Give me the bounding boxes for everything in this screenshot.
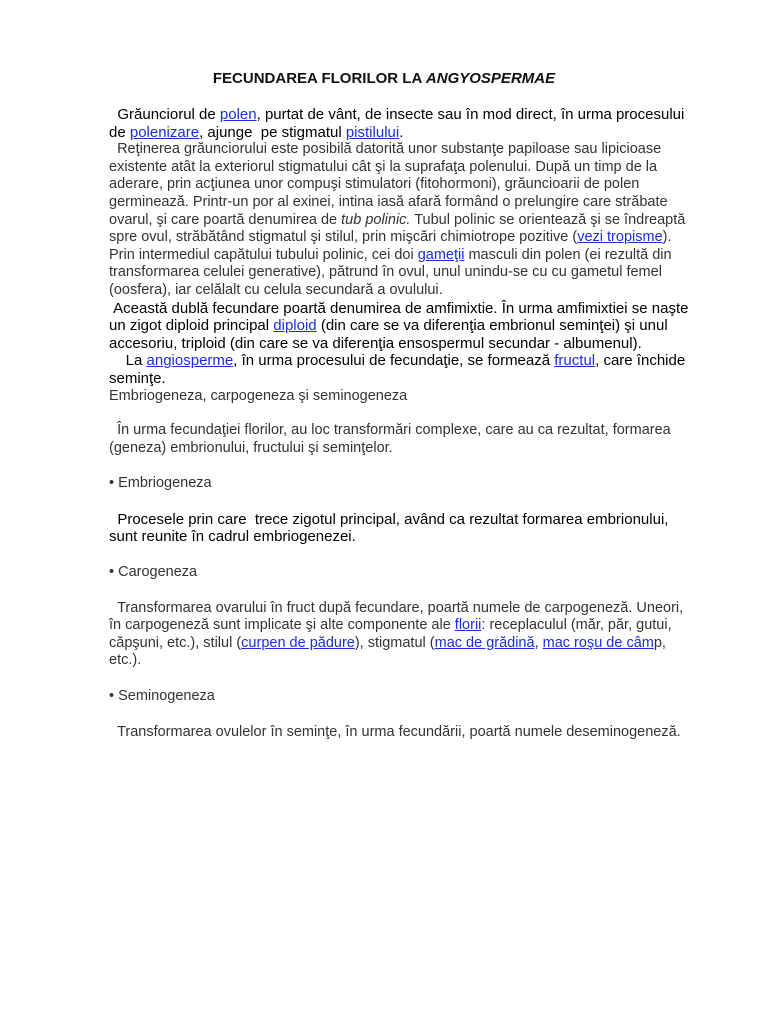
spacer xyxy=(109,457,689,475)
link-mac-rosu-de-camp[interactable]: mac roşu de câm xyxy=(542,634,654,651)
paragraph-angiosperme: La angiosperme, în urma procesului de fecundaţie, se formează fructul, care închide seminţe. xyxy=(109,352,690,387)
link-diploid[interactable]: diploid xyxy=(273,317,317,335)
paragraph-seminogeneza: Transformarea ovulelor în seminţe, în urma fecundării, poartă numele deseminogeneză. xyxy=(109,723,681,740)
spacer xyxy=(109,546,689,564)
paragraph-amfimixtie: Această dublă fecundare poartă denumirea de amfimixtie. În urma amfimixtiei se naşte un zigot diploid principal diploid (din care se va diferenţia embrionul seminţei) şi unul accesoriu, triploid (din care se va diferenţia ensospermul secundar - albumenul). xyxy=(109,299,693,352)
spacer xyxy=(109,706,689,724)
bullet-carogeneza: • Carogeneza xyxy=(109,564,198,581)
paragraph-retention: Reţinerea grăunciorului este posibilă datorită unor substanţe papiloase sau lipicioase existente atât la exteriorul stigmatului cât şi la suprafaţa polenului. După un timp de la aderare, prin acţiunea unor compuşi stimulatori (fitohormoni), grăuncioarii de polen germinează. Printr-un por al exinei, intina iasă afară formând o prelungire care străbate ovarul, şi care poartă denumirea de tub polinic. Tubul polinic se orientează şi se îndreaptă spre ovul, străbătând stigmatul şi stilul, prin mişcări chimiotrope pozitive (vezi tropisme). Prin intermediul capătului tubului polinic, cei doi gameţii masculi din polen (ei rezultă din transformarea celulei generative), pătrund în ovul, unul unindu-se cu cu gametul femel (oosfera), iar celălalt cu celula secundară a ovulului. xyxy=(109,141,690,298)
link-angiosperme[interactable]: angiosperme xyxy=(146,352,234,370)
link-curpen-de-padure[interactable]: curpen de pădure xyxy=(241,634,355,651)
link-polenizare[interactable]: polenizare xyxy=(129,123,200,141)
spacer xyxy=(109,670,689,688)
link-mac-de-gradina[interactable]: mac de grădină xyxy=(434,634,535,651)
paragraph-carpogeneza: Transformarea ovarului în fruct după fecundare, poartă numele de carpogeneză. Uneori, în carpogeneză sunt implicate şi alte componente ale florii: receplaculul (măr, păr, gutui, căpşuni, etc.), stilul (curpen de pădure), stigmatul (mac de grădină, mac roşu de câmp, etc.). xyxy=(109,599,688,669)
bullet-embriogeneza: • Embriogeneza xyxy=(109,475,212,492)
link-gameti[interactable]: gameţii xyxy=(417,246,465,263)
link-polen[interactable]: polen xyxy=(219,106,257,123)
spacer xyxy=(109,582,689,600)
link-florii[interactable]: florii xyxy=(454,617,482,634)
title-italic: ANGYOSPERMAE xyxy=(425,70,556,87)
paragraph-embriogeneza: Procesele prin care trece zigotul principal, având ca rezultat formarea embrionului, sunt reunite în cadrul embriogenezei. xyxy=(109,510,673,546)
paragraph-pollen: Grăunciorul de polen, purtat de vânt, de insecte sau în mod direct, în urma procesului de polenizare, ajunge pe stigmatul pistilului. xyxy=(109,106,689,141)
link-fructul[interactable]: fructul xyxy=(554,352,596,370)
section-heading: Embriogeneza, carpogeneza şi seminogeneza xyxy=(109,387,408,404)
page-title: FECUNDAREA FLORILOR LA ANGYOSPERMAE xyxy=(212,70,556,87)
bullet-seminogeneza: • Seminogeneza xyxy=(109,688,215,705)
spacer xyxy=(109,493,689,511)
spacer xyxy=(109,405,689,422)
document-body xyxy=(109,106,693,741)
link-vezi-tropisme[interactable]: vezi tropisme xyxy=(577,229,663,246)
paragraph-transformari: În urma fecundaţiei florilor, au loc transformări complexe, care au ca rezultat, formarea (geneza) embrionului, fructului şi seminţelor. xyxy=(109,422,675,456)
link-pistilului[interactable]: pistilului xyxy=(345,123,400,141)
